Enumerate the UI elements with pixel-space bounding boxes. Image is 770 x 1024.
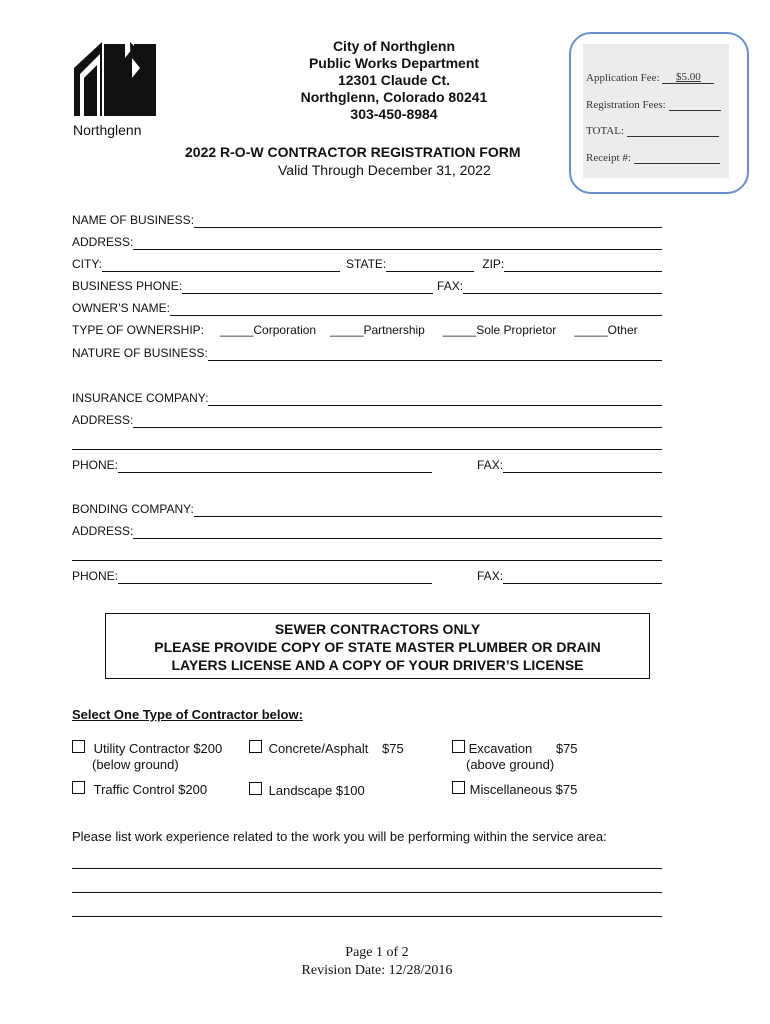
ownership-corporation[interactable]: _____Corporation: [220, 323, 317, 337]
owner-name-field[interactable]: [170, 303, 662, 316]
work-experience-line-2[interactable]: [72, 892, 662, 893]
insurance-address-line-2[interactable]: [72, 449, 662, 450]
city-label: CITY:: [72, 257, 103, 271]
insurance-company-field[interactable]: [208, 393, 662, 406]
state-field[interactable]: [386, 259, 474, 272]
bonding-phone-field[interactable]: [118, 571, 432, 584]
miscellaneous-label: Miscellaneous $75: [469, 782, 578, 797]
excavation-label: Excavation: [468, 741, 533, 756]
concrete-asphalt-checkbox[interactable]: [249, 740, 262, 753]
business-name-row: [72, 212, 662, 228]
city-state-zip-row: [72, 256, 662, 272]
ownership-sole-proprietor[interactable]: _____Sole Proprietor: [442, 323, 557, 337]
utility-contractor-note: (below ground): [92, 757, 179, 772]
ownership-other[interactable]: _____Other: [574, 323, 638, 337]
landscape-option[interactable]: [249, 782, 365, 798]
contractor-type-heading: Select One Type of Contractor below:: [72, 707, 303, 722]
bonding-company-field[interactable]: [194, 504, 662, 517]
business-phone-label: BUSINESS PHONE:: [72, 279, 183, 293]
traffic-control-checkbox[interactable]: [72, 781, 85, 794]
insurance-address-field[interactable]: [133, 415, 662, 428]
application-fee-value: $5.00: [676, 71, 701, 83]
total-fee: TOTAL:: [586, 125, 719, 137]
insurance-address-label: ADDRESS:: [72, 413, 134, 427]
page-footer: [277, 944, 477, 980]
owner-name-row: [72, 300, 662, 316]
notice-line-1: SEWER CONTRACTORS ONLY: [274, 621, 481, 637]
insurance-fax-field[interactable]: [503, 460, 662, 473]
miscellaneous-option[interactable]: [452, 781, 577, 797]
nature-of-business-field[interactable]: [208, 348, 662, 361]
insurance-phone-row: [72, 457, 662, 473]
city-header: [263, 38, 525, 123]
ownership-partnership[interactable]: _____Partnership: [330, 323, 425, 337]
insurance-phone-field[interactable]: [118, 460, 432, 473]
bonding-address-line-2[interactable]: [72, 560, 662, 561]
bonding-fax-field[interactable]: [503, 571, 662, 584]
business-fax-label: FAX:: [437, 279, 464, 293]
bonding-address-label: ADDRESS:: [72, 524, 134, 538]
excavation-price: $75: [555, 741, 578, 756]
zip-label: ZIP:: [482, 257, 505, 271]
business-phone-field[interactable]: [182, 281, 433, 294]
bonding-company-label: BONDING COMPANY:: [72, 502, 194, 516]
application-fee: Application Fee: $5.00: [586, 71, 714, 84]
excavation-option[interactable]: [452, 740, 578, 756]
bonding-fax-label: FAX:: [477, 569, 504, 583]
bonding-company-row: [72, 501, 662, 517]
nature-of-business-row: [72, 345, 662, 361]
ownership-type-row: [72, 322, 662, 338]
header-city: City of Northglenn: [332, 38, 456, 54]
header-street: 12301 Claude Ct.: [337, 72, 451, 88]
owner-name-label: OWNER’S NAME:: [72, 301, 171, 315]
work-experience-line-3[interactable]: [72, 916, 662, 917]
zip-field[interactable]: [504, 259, 662, 272]
landscape-label: Landscape $100: [268, 783, 365, 798]
registration-fee: Registration Fees:: [586, 99, 721, 111]
business-address-label: ADDRESS:: [72, 235, 134, 249]
work-experience-line-1[interactable]: [72, 868, 662, 869]
utility-contractor-option[interactable]: [72, 740, 222, 756]
concrete-asphalt-label: Concrete/Asphalt: [268, 741, 369, 756]
form-title: 2022 R-O-W CONTRACTOR REGISTRATION FORM: [185, 144, 521, 160]
insurance-fax-label: FAX:: [477, 458, 504, 472]
business-name-label: NAME OF BUSINESS:: [72, 213, 195, 227]
business-fax-field[interactable]: [463, 281, 662, 294]
logo-wordmark: Northglenn: [73, 122, 142, 138]
header-department: Public Works Department: [308, 55, 480, 71]
insurance-company-label: INSURANCE COMPANY:: [72, 391, 209, 405]
nature-of-business-label: NATURE OF BUSINESS:: [72, 346, 208, 360]
concrete-asphalt-option[interactable]: [249, 740, 404, 756]
ownership-type-label: TYPE OF OWNERSHIP:: [72, 323, 205, 337]
excavation-note: (above ground): [466, 757, 555, 772]
business-name-field[interactable]: [194, 215, 662, 228]
miscellaneous-checkbox[interactable]: [452, 781, 465, 794]
receipt-number: Receipt #:: [586, 152, 720, 164]
bonding-address-row: [72, 523, 662, 539]
insurance-address-row: [72, 412, 662, 428]
bonding-phone-row: [72, 568, 662, 584]
header-phone: 303-450-8984: [350, 106, 438, 122]
business-address-field[interactable]: [133, 237, 662, 250]
northglenn-logo-icon: [70, 38, 160, 116]
business-phone-row: [72, 278, 662, 294]
page-number: Page 1 of 2: [345, 945, 409, 960]
business-address-row: [72, 234, 662, 250]
utility-contractor-checkbox[interactable]: [72, 740, 85, 753]
notice-line-2: PLEASE PROVIDE COPY OF STATE MASTER PLUMBER OR DRAIN: [154, 639, 601, 655]
utility-contractor-label: Utility Contractor $200: [93, 741, 223, 756]
revision-date: Revision Date: 12/28/2016: [301, 963, 453, 978]
form-subtitle: Valid Through December 31, 2022: [278, 162, 491, 178]
work-experience-prompt: Please list work experience related to the work you will be performing within the service area:: [72, 829, 607, 844]
header-city-state-zip: Northglenn, Colorado 80241: [300, 89, 488, 105]
bonding-phone-label: PHONE:: [72, 569, 119, 583]
state-label: STATE:: [346, 257, 387, 271]
insurance-company-row: [72, 390, 662, 406]
traffic-control-option[interactable]: [72, 781, 207, 797]
excavation-checkbox[interactable]: [452, 740, 465, 753]
city-field[interactable]: [102, 259, 340, 272]
bonding-address-field[interactable]: [133, 526, 662, 539]
insurance-phone-label: PHONE:: [72, 458, 119, 472]
landscape-checkbox[interactable]: [249, 782, 262, 795]
concrete-asphalt-price: $75: [381, 741, 404, 756]
traffic-control-label: Traffic Control $200: [93, 782, 208, 797]
sewer-contractor-notice: [105, 613, 650, 679]
northglenn-logo: [70, 38, 160, 138]
notice-line-3: LAYERS LICENSE AND A COPY OF YOUR DRIVER’S LICENSE: [171, 657, 584, 673]
